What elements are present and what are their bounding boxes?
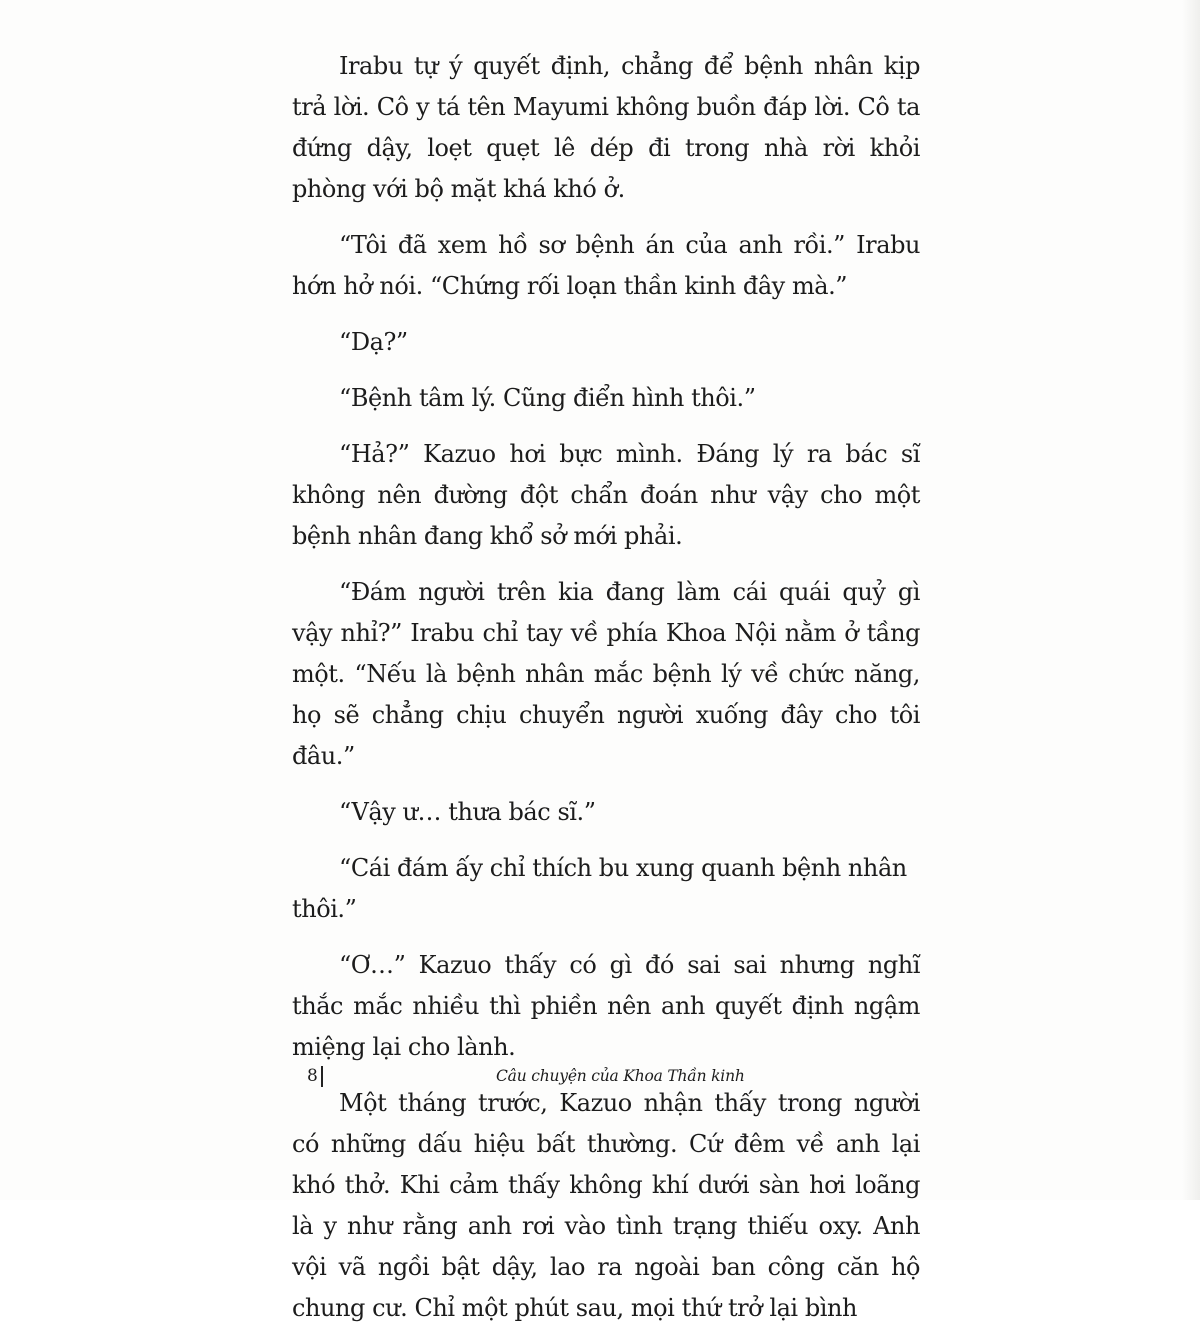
paragraph-1: Irabu tự ý quyết định, chẳng để bệnh nhân kịp trả lời. Cô y tá tên Mayumi không buồn đáp lời. Cô ta đứng dậy, loẹt quẹt lê dép đi trong nhà rời khỏi phòng với bộ mặt khá khó ở. xyxy=(292,52,920,203)
paragraph-4: “Bệnh tâm lý. Cũng điển hình thôi.” xyxy=(339,384,756,412)
paragraph-8: “Cái đám ấy chỉ thích bu xung quanh bệnh nhân thôi.” xyxy=(292,854,907,923)
footer-divider xyxy=(321,1066,323,1087)
body-text xyxy=(292,46,920,1344)
paragraph-2: “Tôi đã xem hồ sơ bệnh án của anh rồi.” Irabu hớn hở nói. “Chứng rối loạn thần kinh đây mà.” xyxy=(292,231,920,300)
page-edge-shadow xyxy=(1182,0,1200,1200)
page-footer xyxy=(0,1061,1200,1091)
paragraph-6: “Đám người trên kia đang làm cái quái quỷ gì vậy nhỉ?” Irabu chỉ tay về phía Khoa Nội nằm ở tầng một. “Nếu là bệnh nhân mắc bệnh lý về chức năng, họ sẽ chẳng chịu chuyển người xuống đây cho tôi đâu.” xyxy=(292,578,920,770)
paragraph-7: “Vậy ư… thưa bác sĩ.” xyxy=(339,798,596,826)
paragraph-10: Một tháng trước, Kazuo nhận thấy trong người có những dấu hiệu bất thường. Cứ đêm về anh lại khó thở. Khi cảm thấy không khí dưới sàn hơi loãng là y như rằng anh rơi vào tình trạng thiếu oxy. Anh vội vã ngồi bật dậy, lao ra ngoài ban công căn hộ chung cư. Chỉ một phút sau, mọi thứ trở lại bình xyxy=(292,1089,920,1322)
page-number: 8 xyxy=(307,1066,318,1086)
paragraph-5: “Hả?” Kazuo hơi bực mình. Đáng lý ra bác sĩ không nên đường đột chẩn đoán như vậy cho một bệnh nhân đang khổ sở mới phải. xyxy=(292,440,920,550)
paragraph-3: “Dạ?” xyxy=(339,328,408,356)
paragraph-9: “Ơ…” Kazuo thấy có gì đó sai sai nhưng nghĩ thắc mắc nhiều thì phiền nên anh quyết định ngậm miệng lại cho lành. xyxy=(292,951,920,1061)
running-title: Câu chuyện của Khoa Thần kinh xyxy=(496,1067,745,1085)
